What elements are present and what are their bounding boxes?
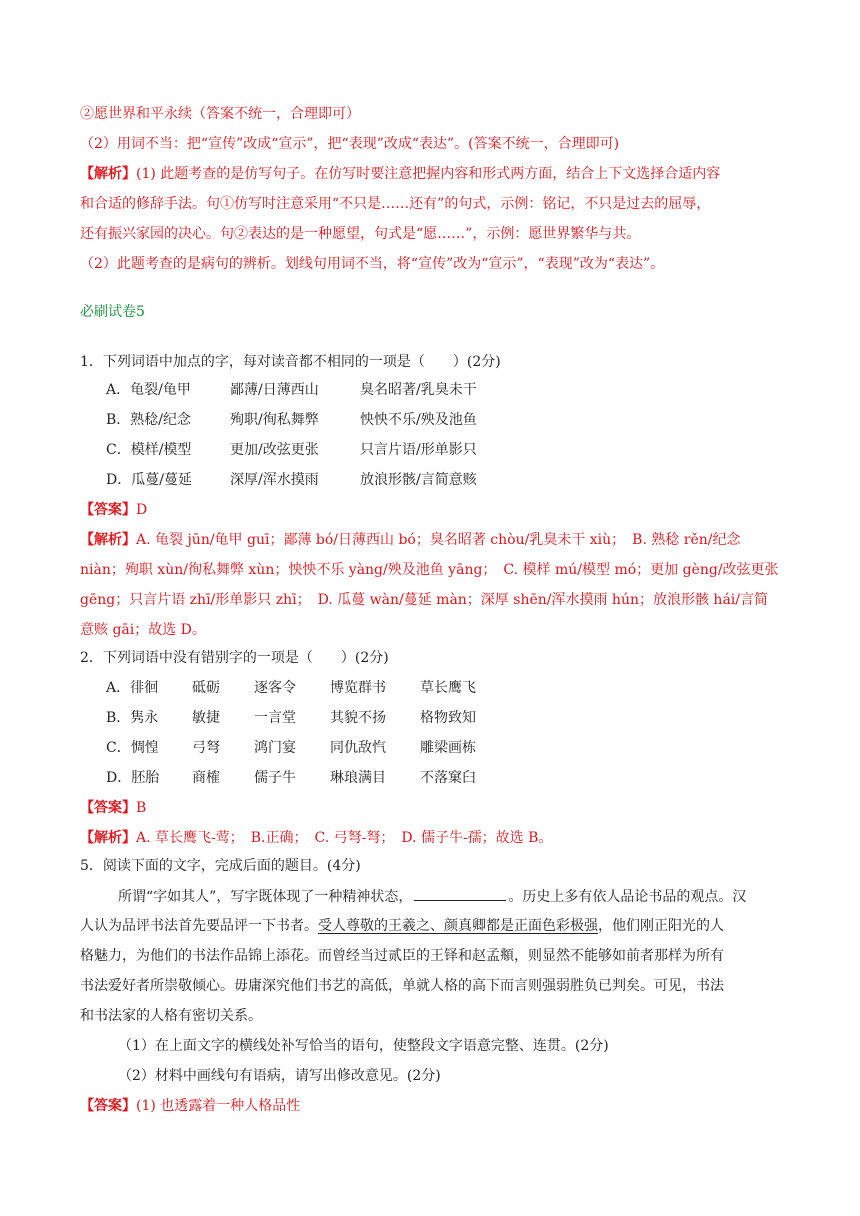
underlined-sentence: 受人尊敬的王羲之、颜真卿都是正面色彩极强	[318, 918, 598, 934]
q2-analysis: 【解析】A. 草长鹰飞-莺； B.正确； C. 弓弩-弩； D. 儒子牛-孺；故选 B。	[80, 830, 553, 846]
prev-analysis-line-2: 和合适的修辞手法。句①仿写时注意采用“不只是……还有”的句式，示例：铭记，不只是过去的屈辱，	[80, 196, 711, 212]
prev-analysis-line-3: 还有振兴家园的决心。句②表达的是一种愿望，句式是“愿……”，示例：愿世界繁华与共。	[80, 226, 641, 242]
q5-passage-line-3: 格魅力，为他们的书法作品锦上添花。而曾经当过贰臣的王铎和赵孟頫，则显然不能够如前者那样为所有	[80, 948, 724, 964]
q5-passage-line-5: 和书法家的人格有密切关系。	[80, 1008, 262, 1024]
q2-answer: 【答案】B	[80, 800, 147, 816]
prev-analysis-line-1: 【解析】(1) 此题考查的是仿写句子。在仿写时要注意把握内容和形式两方面，结合上下文选择合适内容	[80, 166, 721, 182]
fill-blank	[414, 886, 506, 901]
q5-passage-line-1: 所谓“字如其人”，写字既体现了一种精神状态， 。历史上多有依人品论书品的观点。汉	[118, 886, 746, 907]
prev-answer-line-1: ②愿世界和平永续（答案不统一，合理即可）	[80, 106, 360, 122]
q5-passage-line-2: 人认为品评书法首先要品评一下书者。受人尊敬的王羲之、颜真卿都是正面色彩极强，他们刚正阳光的人	[80, 918, 724, 934]
q1-answer: 【答案】D	[80, 502, 148, 518]
q1-analysis-line-3: gēng；只言片语 zhī/形单影只 zhī； D. 瓜蔓 wàn/蔓延 màn；深厚 shēn/浑水摸雨 hún；放浪形骸 hái/言简	[80, 592, 768, 608]
analysis-tag: 【解析】	[80, 166, 136, 182]
q5-answer: 【答案】(1) 也透露着一种人格品性	[80, 1098, 301, 1114]
document-page: ②愿世界和平永续（答案不统一，合理即可） （2）用词不当：把“宣传”改成“宣示”，把“表现”改成“表达”。(答案不统一，合理即可) 【解析】(1) 此题考查的是仿写句子。在仿写时要注意把握内容和形式两方面，结合上下文选择合适内容 和合适的修辞手法。句①仿写时注意采用“不只是……还有”的句式，示例：铭记，不只是过去的屈辱， 还有振兴家园的决心。句②表达的是一种愿望，句式是“愿……”，示例：愿世界繁华与共。 （2）此题考查的是病句的辨析。划线句用词不当，将“宣传”改为“宣示”，“表现”改为“表达”。 必刷试卷5 1．下列词语中加点的字，每对读音都不相同的一项是（ ）(2分) A．龟裂/龟甲 鄙薄/日薄西山 臭名昭著/乳臭未干 B．熟稔/纪念 殉职/徇私舞弊 怏怏不乐/殃及池鱼 C．模样/模型 更加/改弦更张 只言片语/形单影只 D．瓜蔓/蔓延 深厚/浑水摸雨 放浪形骸/言简意赅 【答案】D 【解析】A. 龟裂 jūn/龟甲 guī；鄙薄 bó/日薄西山 bó；臭名昭著 chòu/乳臭未干 xiù； B. 熟稔 rěn/纪念 niàn；殉职 xùn/徇私舞弊 xùn；怏怏不乐 yàng/殃及池鱼 yāng； C. 模样 mú/模型 mó；更加 gèng/改弦更张 gēng；只言片语 zhī/形单影只 zhī； D. 瓜蔓 wàn/蔓延 màn；深厚 shēn/浑水摸雨 hún；放浪形骸 hái/言简 意赅 gāi；故选 D。 2．下列词语中没有错别字的一项是（ ）(2分) A．徘徊 砥砺 逐客令 博览群书 草长鹰飞 B．隽永 敏捷 一言堂 其貌不扬 格物致知 C．惆惶 弓弩 鸿门宴 同仇敌忾 雕梁画栋 D．胚胎 商榷 儒子牛 琳琅满目 不落窠臼 【答案】B 【解析】A. 草长鹰飞-莺； B.正确； C. 弓弩-弩； D. 儒子牛-孺；故选 B。 5．阅读下面的文字，完成后面的题目。(4分) 所谓“字如其人”，写字既体现了一种精神状态， 。历史上多有依人品论书品的观点。汉 人认为品评书法首先要品评一下书者。受人尊敬的王羲之、颜真卿都是正面色彩极强，他们刚正阳光的人 格魅力，为他们的书法作品锦上添花。而曾经当过贰臣的王铎和赵孟頫，则显然不能够如前者那样为所有 书法爱好者所崇敬倾心。毋庸深究他们书艺的高低，单就人格的高下而言则强弱胜负已判矣。可见，书法 和书法家的人格有密切关系。 （1）在上面文字的横线处补写恰当的语句，使整段文字语意完整、连贯。(2分) （2）材料中画线句有语病，请写出修改意见。(2分) 【答案】(1) 也透露着一种人格品性	[80, 106, 779, 1114]
q2-stem: 2．下列词语中没有错别字的一项是（ ）(2分)	[80, 650, 389, 666]
q1-stem: 1．下列词语中加点的字，每对读音都不相同的一项是（ ）(2分)	[80, 354, 501, 370]
prev-answer-line-2: （2）用词不当：把“宣传”改成“宣示”，把“表现”改成“表达”。(答案不统一，合理即可)	[80, 136, 620, 152]
q5-sub-question-2: （2）材料中画线句有语病，请写出修改意见。(2分)	[118, 1068, 441, 1084]
q1-analysis-line-2: niàn；殉职 xùn/徇私舞弊 xùn；怏怏不乐 yàng/殃及池鱼 yāng； C. 模样 mú/模型 mó；更加 gèng/改弦更张	[80, 562, 779, 578]
q5-sub-question-1: （1）在上面文字的横线处补写恰当的语句，使整段文字语意完整、连贯。(2分)	[118, 1038, 609, 1054]
q5-stem: 5．阅读下面的文字，完成后面的题目。(4分)	[80, 858, 361, 874]
q1-analysis-line-4: 意赅 gāi；故选 D。	[80, 622, 206, 638]
q1-analysis-line-1: 【解析】A. 龟裂 jūn/龟甲 guī；鄙薄 bó/日薄西山 bó；臭名昭著 chòu/乳臭未干 xiù； B. 熟稔 rěn/纪念	[80, 532, 741, 548]
q5-passage-line-4: 书法爱好者所崇敬倾心。毋庸深究他们书艺的高低，单就人格的高下而言则强弱胜负已判矣。可见，书法	[80, 978, 724, 994]
prev-analysis-line-4: （2）此题考查的是病句的辨析。划线句用词不当，将“宣传”改为“宣示”，“表现”改为“表达”。	[80, 256, 665, 272]
section-title: 必刷试卷5	[80, 304, 145, 320]
